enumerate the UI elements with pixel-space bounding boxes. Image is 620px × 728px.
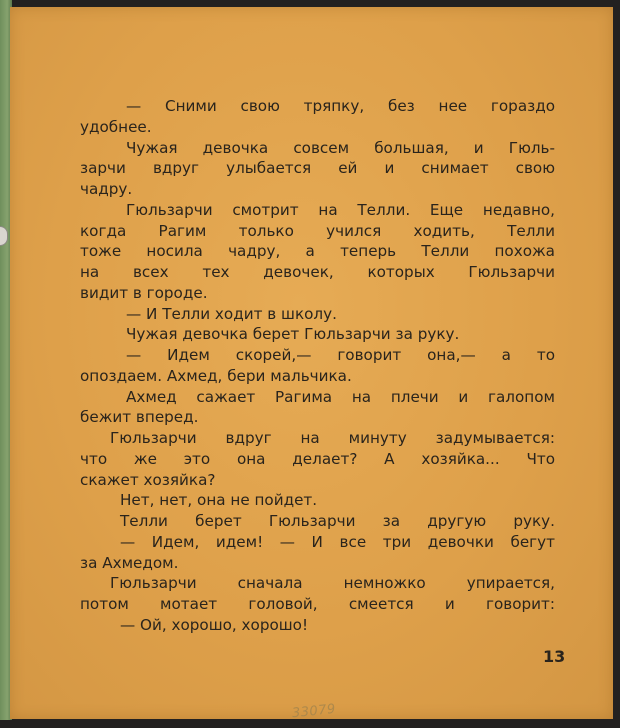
text-line: чадру. bbox=[80, 180, 133, 198]
text-line: — И Телли ходит в школу. bbox=[126, 304, 337, 323]
text-line: тоже носила чадру, а теперь Телли похожа bbox=[80, 242, 555, 261]
text-line: что же это она делает? А хозяйка... Что bbox=[80, 449, 555, 468]
text-line: на всех тех девочек, которых Гюльзарчи bbox=[80, 263, 555, 281]
page-number: 13 bbox=[543, 647, 566, 666]
text-line: Телли берет Гюльзарчи за другую руку. bbox=[120, 512, 555, 530]
text-line: зарчи вдруг улыбается ей и снимает свою bbox=[80, 159, 555, 178]
text-line: — Ой, хорошо, хорошо! bbox=[120, 615, 309, 634]
text-line: скажет хозяйка? bbox=[80, 470, 216, 489]
text-line: Чужая девочка берет Гюльзарчи за руку. bbox=[126, 325, 460, 344]
text-line: бежит вперед. bbox=[80, 408, 199, 427]
text-line: — Идем, идем! — И все три девочки бегут bbox=[120, 532, 555, 551]
text-line: видит в городе. bbox=[80, 283, 208, 302]
text-line: когда Рагим только учился ходить, Телли bbox=[80, 221, 555, 240]
book-page bbox=[10, 7, 613, 722]
pencil-inventory-note: 33079 bbox=[291, 701, 337, 722]
text-line: опоздаем. Ахмед, бери мальчика. bbox=[80, 366, 352, 385]
text-line: Чужая девочка совсем большая, и Гюль- bbox=[126, 138, 555, 157]
text-line: за Ахмедом. bbox=[80, 553, 179, 572]
text-line: Гюльзарчи сначала немножко упирается, bbox=[110, 574, 555, 593]
text-line: удобнее. bbox=[80, 117, 152, 136]
text-line: Гюльзарчи вдруг на минуту задумывается: bbox=[110, 429, 555, 447]
text-line: потом мотает головой, смеется и говорит: bbox=[80, 595, 555, 613]
text-line: Ахмед сажает Рагима на плечи и галопом bbox=[126, 387, 555, 406]
text-line: Гюльзарчи смотрит на Телли. Еще недавно, bbox=[126, 200, 555, 219]
text-line: — Сними свою тряпку, без нее гораздо bbox=[126, 97, 555, 115]
page-text bbox=[80, 96, 555, 636]
text-line: — Идем скорей,— говорит она,— а то bbox=[126, 346, 555, 364]
text-line: Нет, нет, она не пойдет. bbox=[120, 491, 318, 510]
